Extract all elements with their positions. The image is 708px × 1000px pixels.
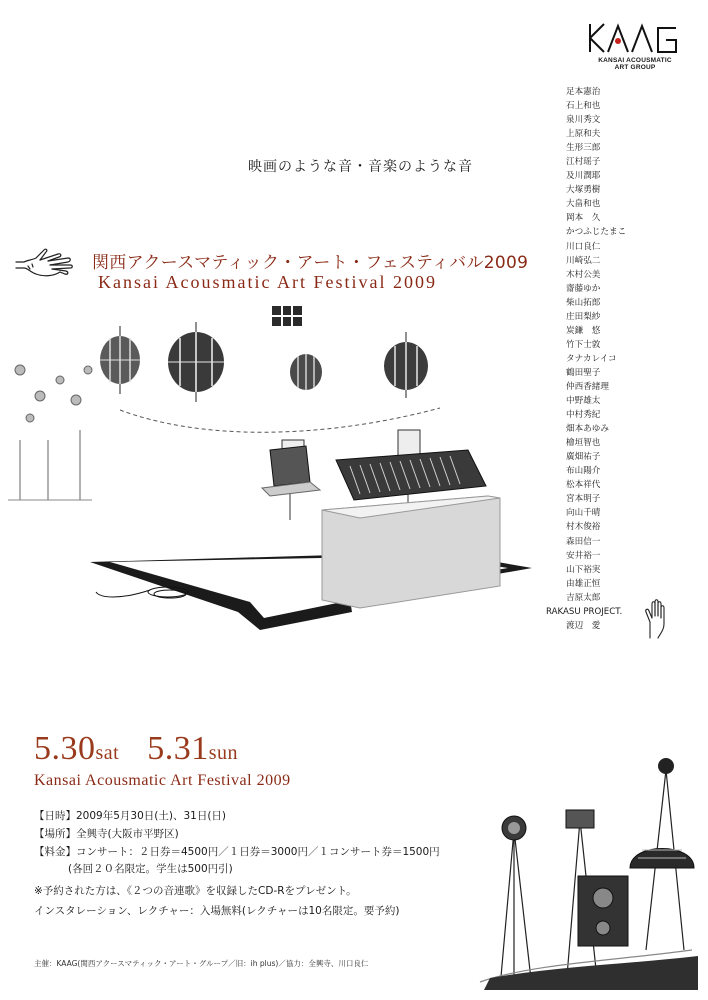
artist-name: 向山千晴 xyxy=(566,508,601,519)
rope xyxy=(120,408,440,432)
artist-name: 松本祥代 xyxy=(566,480,601,491)
artist-name: タナカレイコ xyxy=(566,353,617,364)
artist-name: 吉原太郎 xyxy=(566,592,601,603)
stage-illustration xyxy=(0,300,560,640)
table xyxy=(322,496,500,608)
artist-name: 鶴田聖子 xyxy=(566,367,601,378)
artist-name: 由雄正恒 xyxy=(566,578,601,589)
artist-name: 大畠和也 xyxy=(566,199,601,210)
artist-name: 及川潤耶 xyxy=(566,171,601,182)
date-1: 5.30 xyxy=(34,730,96,767)
artist-name: 柴山拓郎 xyxy=(566,297,601,308)
artist-name: 江村瑶子 xyxy=(566,157,601,168)
plants-left xyxy=(8,365,92,500)
laptop xyxy=(262,446,320,496)
artist-name: 庄田梨紗 xyxy=(566,311,601,322)
festival-title-jp: 関西アクースマティック・アート・フェスティバル2009 xyxy=(92,253,529,273)
info-installation: インスタレーション、レクチャー：入場無料(レクチャーは10名限定。要予約) xyxy=(34,905,400,917)
raised-hand-icon xyxy=(642,598,670,640)
artist-name: 村木俊裕 xyxy=(566,522,601,533)
artist-name: 石上和也 xyxy=(566,101,601,112)
artist-list xyxy=(546,85,686,633)
lantern-group xyxy=(100,322,428,402)
info-place: 【場所】全興寺(大阪市平野区) xyxy=(34,828,179,840)
festival-subtitle: Kansai Acousmatic Art Festival 2009 xyxy=(34,772,291,789)
mic-stand xyxy=(500,830,532,988)
artist-name: 炭鎌 悠 xyxy=(566,325,601,336)
artist-name: 森田信一 xyxy=(566,536,601,547)
window-grid xyxy=(272,306,302,326)
artist-name: 竹下士敦 xyxy=(566,339,601,350)
artist-name: 宮本明子 xyxy=(566,494,601,505)
festival-title-en: Kansai Acousmatic Art Festival 2009 xyxy=(98,272,437,292)
artist-name: 布山陽介 xyxy=(566,466,601,477)
logo-caption xyxy=(575,57,695,71)
artist-name: 中野雄太 xyxy=(566,396,601,407)
lamp-top xyxy=(658,758,674,774)
info-fee-note: (各回２０名限定。学生は500円引) xyxy=(68,863,233,875)
hand-icon xyxy=(14,242,80,286)
artist-name: 岡本 久 xyxy=(566,213,601,224)
artist-name: 安井裕一 xyxy=(566,550,601,561)
info-date: 【日時】2009年5月30日(土)、31日(日) xyxy=(34,810,227,822)
artist-name: かつふじたまこ xyxy=(566,227,627,238)
artist-name: 中村秀紀 xyxy=(566,410,601,421)
artist-name: 仲西香緒理 xyxy=(566,381,609,392)
info-fee: 【料金】コンサート：２日券＝4500円／１日券＝3000円／１コンサート券＝1500円 xyxy=(34,846,440,858)
logo-caption-line2: ART GROUP xyxy=(614,64,656,71)
artist-name: RAKASU PROJECT. xyxy=(546,606,623,617)
artist-name: 齋藤ゆか xyxy=(566,283,601,294)
artist-name: 檜垣智也 xyxy=(566,438,601,449)
equipment-illustration xyxy=(470,750,700,990)
date-1-day: sat xyxy=(95,742,120,764)
artist-name: 泉川秀文 xyxy=(566,115,601,126)
speaker-box xyxy=(578,876,628,946)
event-dates xyxy=(34,730,238,768)
artist-name: 足本憲治 xyxy=(566,87,601,97)
artist-name: 渡辺 愛 xyxy=(566,620,601,631)
artist-name: 廣畑祐子 xyxy=(566,452,601,463)
tagline: 映画のような音・音楽のような音 xyxy=(248,159,473,175)
date-2: 5.31 xyxy=(147,730,209,767)
artist-name: 川崎弘二 xyxy=(566,255,601,266)
artist-name: 山下裕実 xyxy=(566,564,601,575)
organizer-credit: 主催：KAAG(関西アクースマティック・アート・グループ／旧：ih plus)／協力：全興寺、川口良仁 xyxy=(34,959,369,968)
artist-name: 木村公美 xyxy=(566,269,601,280)
date-2-day: sun xyxy=(208,742,239,764)
info-reservation: ※予約された方は、《２つの音連歌》を収録したCD-Rをプレゼント。 xyxy=(34,885,357,897)
artist-name: 畑本あゆみ xyxy=(566,424,609,435)
mixer-console xyxy=(336,450,486,500)
light-head xyxy=(566,810,594,828)
artist-name: 上原和夫 xyxy=(566,129,601,140)
artist-name: 生形三郎 xyxy=(566,143,601,154)
artist-name: 川口良仁 xyxy=(566,241,601,252)
logo-caption-line1: KANSAI ACOUSMATIC xyxy=(598,57,672,64)
artist-name: 大塚勇樹 xyxy=(566,185,601,196)
